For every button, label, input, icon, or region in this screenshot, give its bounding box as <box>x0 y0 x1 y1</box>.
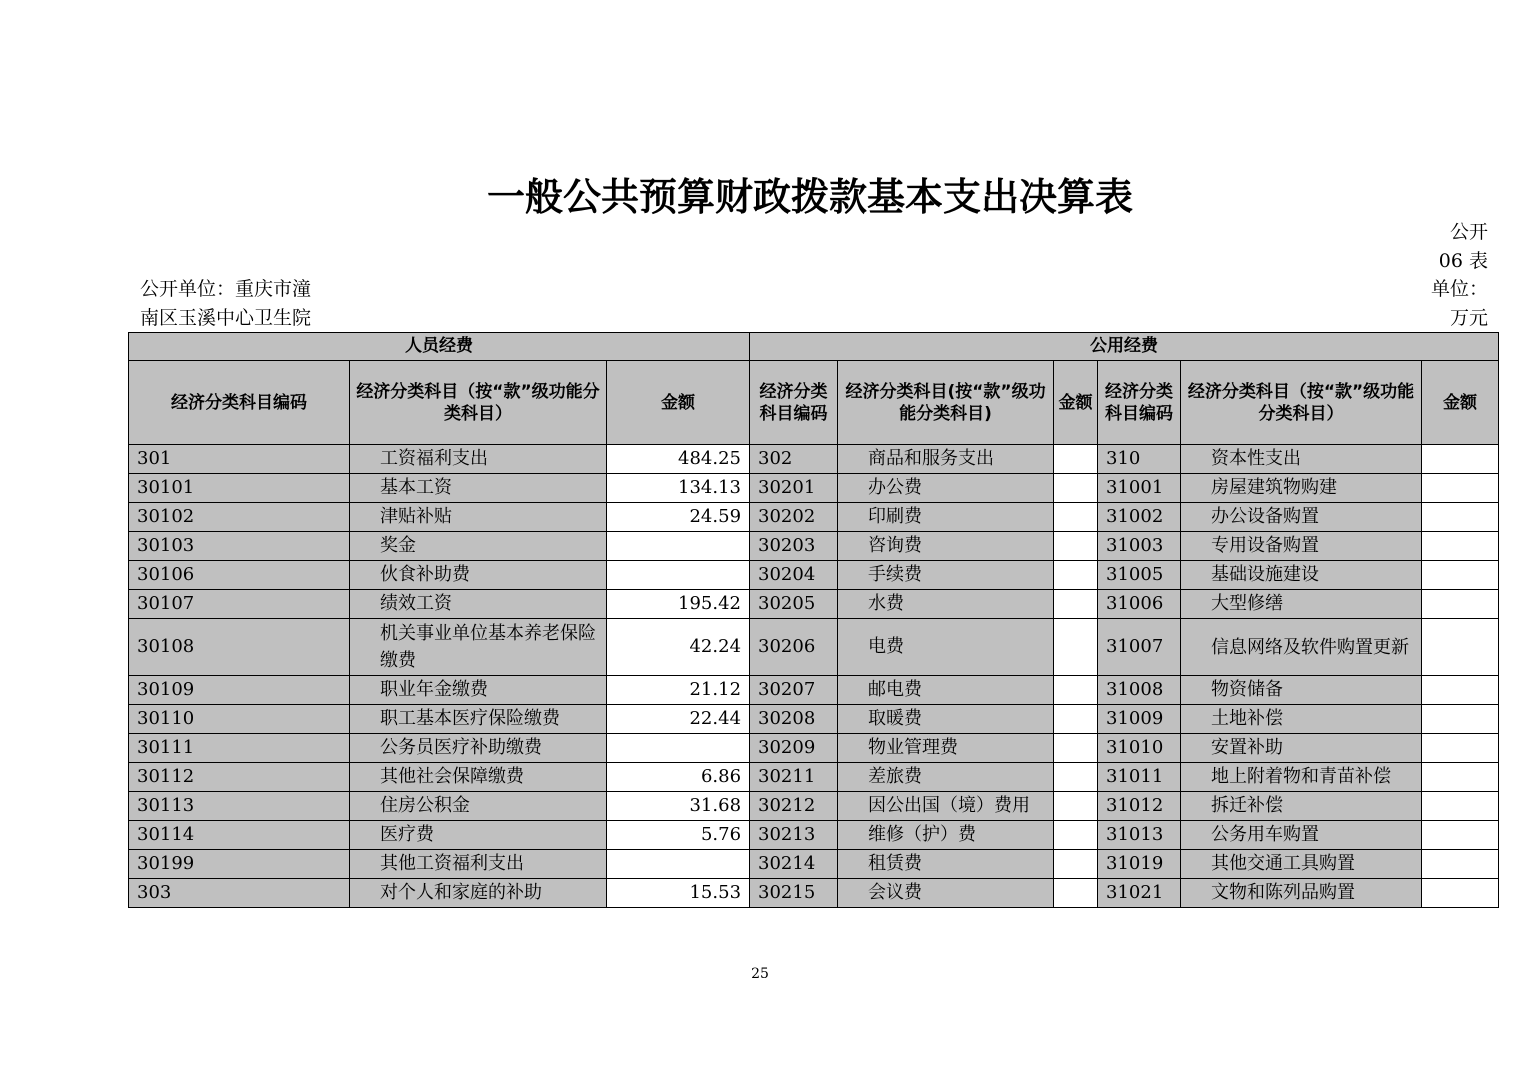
group-personnel: 人员经费 <box>129 333 750 361</box>
header-p-code: 经济分类科目编码 <box>129 361 350 445</box>
table-row <box>129 705 1499 734</box>
cell-p-name: 公务员医疗补助缴费 <box>350 734 607 763</box>
cell-g-amount <box>1054 705 1098 734</box>
cell-p-name: 绩效工资 <box>350 590 607 619</box>
table-row <box>129 734 1499 763</box>
cell-p-name: 医疗费 <box>350 821 607 850</box>
cell-g-amount <box>1054 676 1098 705</box>
cell-p-amount: 21.12 <box>607 676 750 705</box>
cell-g-amount <box>1054 792 1098 821</box>
table-row <box>129 676 1499 705</box>
cell-p-amount: 22.44 <box>607 705 750 734</box>
cell-c-code: 31008 <box>1098 676 1181 705</box>
reporting-unit <box>140 275 311 333</box>
cell-c-amount <box>1422 792 1499 821</box>
cell-c-amount <box>1422 705 1499 734</box>
cell-g-amount <box>1054 734 1098 763</box>
cell-c-code: 310 <box>1098 445 1181 474</box>
cell-p-name: 其他社会保障缴费 <box>350 763 607 792</box>
cell-g-code: 30211 <box>750 763 838 792</box>
header-g-amount: 金额 <box>1054 361 1098 445</box>
cell-p-code: 30113 <box>129 792 350 821</box>
cell-g-code: 30206 <box>750 619 838 676</box>
cell-p-amount: 134.13 <box>607 474 750 503</box>
cell-g-code: 30202 <box>750 503 838 532</box>
cell-g-code: 30204 <box>750 561 838 590</box>
table-row <box>129 445 1499 474</box>
cell-c-name: 安置补助 <box>1181 734 1422 763</box>
header-g-code: 经济分类科目编码 <box>750 361 838 445</box>
cell-g-amount <box>1054 445 1098 474</box>
cell-c-code: 31009 <box>1098 705 1181 734</box>
cell-g-code: 30214 <box>750 850 838 879</box>
table-row <box>129 763 1499 792</box>
cell-p-name: 奖金 <box>350 532 607 561</box>
table-tag-line: 公开 <box>1449 221 1488 243</box>
cell-p-code: 30109 <box>129 676 350 705</box>
cell-c-code: 31012 <box>1098 792 1181 821</box>
cell-c-name: 办公设备购置 <box>1181 503 1422 532</box>
cell-p-name: 住房公积金 <box>350 792 607 821</box>
cell-p-code: 30107 <box>129 590 350 619</box>
cell-g-code: 30209 <box>750 734 838 763</box>
cell-c-amount <box>1422 445 1499 474</box>
cell-g-code: 30208 <box>750 705 838 734</box>
header-p-name: 经济分类科目（按“款”级功能分类科目） <box>350 361 607 445</box>
cell-c-name: 拆迁补偿 <box>1181 792 1422 821</box>
table-tag-line: 06 表 <box>1438 249 1488 272</box>
cell-c-name: 地上附着物和青苗补偿 <box>1181 763 1422 792</box>
table-row <box>129 532 1499 561</box>
cell-p-code: 30199 <box>129 850 350 879</box>
cell-p-name: 机关事业单位基本养老保险缴费 <box>350 619 607 676</box>
cell-p-amount <box>607 532 750 561</box>
cell-c-name: 大型修缮 <box>1181 590 1422 619</box>
cell-g-code: 30213 <box>750 821 838 850</box>
cell-p-amount: 5.76 <box>607 821 750 850</box>
cell-c-code: 31019 <box>1098 850 1181 879</box>
cell-p-amount: 15.53 <box>607 879 750 908</box>
cell-p-name: 伙食补助费 <box>350 561 607 590</box>
cell-g-amount <box>1054 474 1098 503</box>
cell-g-code: 30205 <box>750 590 838 619</box>
cell-g-code: 30207 <box>750 676 838 705</box>
table-row <box>129 850 1499 879</box>
cell-g-amount <box>1054 821 1098 850</box>
table-row <box>129 561 1499 590</box>
header-c-code: 经济分类科目编码 <box>1098 361 1181 445</box>
cell-p-code: 30110 <box>129 705 350 734</box>
table-tag <box>1408 218 1488 332</box>
cell-c-amount <box>1422 821 1499 850</box>
cell-c-name: 信息网络及软件购置更新 <box>1181 619 1422 676</box>
cell-c-amount <box>1422 879 1499 908</box>
cell-c-amount <box>1422 850 1499 879</box>
header-c-amount: 金额 <box>1422 361 1499 445</box>
cell-g-amount <box>1054 561 1098 590</box>
cell-c-name: 专用设备购置 <box>1181 532 1422 561</box>
cell-p-amount: 31.68 <box>607 792 750 821</box>
cell-p-amount <box>607 734 750 763</box>
cell-p-code: 301 <box>129 445 350 474</box>
cell-g-code: 30212 <box>750 792 838 821</box>
cell-g-name: 电费 <box>838 619 1054 676</box>
cell-g-code: 30215 <box>750 879 838 908</box>
cell-p-name: 职业年金缴费 <box>350 676 607 705</box>
cell-g-name: 租赁费 <box>838 850 1054 879</box>
table-row <box>129 619 1499 676</box>
cell-g-amount <box>1054 879 1098 908</box>
cell-c-name: 文物和陈列品购置 <box>1181 879 1422 908</box>
cell-c-code: 31007 <box>1098 619 1181 676</box>
cell-p-name: 津贴补贴 <box>350 503 607 532</box>
cell-g-amount <box>1054 619 1098 676</box>
cell-g-name: 水费 <box>838 590 1054 619</box>
page-title <box>0 166 1520 221</box>
table-tag-line: 万元 <box>1449 306 1488 329</box>
cell-p-code: 30102 <box>129 503 350 532</box>
cell-p-amount: 484.25 <box>607 445 750 474</box>
group-public: 公用经费 <box>750 333 1499 361</box>
cell-c-code: 31006 <box>1098 590 1181 619</box>
cell-p-code: 303 <box>129 879 350 908</box>
cell-p-name: 其他工资福利支出 <box>350 850 607 879</box>
reporting-unit-line: 公开单位：重庆市潼 <box>140 278 312 300</box>
cell-c-code: 31003 <box>1098 532 1181 561</box>
cell-g-name: 邮电费 <box>838 676 1054 705</box>
cell-p-amount: 24.59 <box>607 503 750 532</box>
cell-p-name: 职工基本医疗保险缴费 <box>350 705 607 734</box>
cell-g-name: 商品和服务支出 <box>838 445 1054 474</box>
cell-c-name: 公务用车购置 <box>1181 821 1422 850</box>
cell-c-name: 其他交通工具购置 <box>1181 850 1422 879</box>
cell-p-name: 基本工资 <box>350 474 607 503</box>
cell-g-name: 咨询费 <box>838 532 1054 561</box>
cell-g-code: 30201 <box>750 474 838 503</box>
cell-p-code: 30101 <box>129 474 350 503</box>
cell-p-amount: 195.42 <box>607 590 750 619</box>
cell-c-amount <box>1422 619 1499 676</box>
cell-p-code: 30103 <box>129 532 350 561</box>
cell-c-amount <box>1422 561 1499 590</box>
cell-c-amount <box>1422 676 1499 705</box>
cell-c-code: 31001 <box>1098 474 1181 503</box>
table-row <box>129 474 1499 503</box>
cell-c-amount <box>1422 474 1499 503</box>
cell-c-amount <box>1422 763 1499 792</box>
cell-g-amount <box>1054 532 1098 561</box>
cell-c-name: 房屋建筑物购建 <box>1181 474 1422 503</box>
page-number: 25 <box>751 966 769 982</box>
cell-c-amount <box>1422 532 1499 561</box>
cell-p-code: 30112 <box>129 763 350 792</box>
cell-g-amount <box>1054 850 1098 879</box>
cell-p-amount <box>607 561 750 590</box>
cell-p-code: 30111 <box>129 734 350 763</box>
cell-g-name: 取暖费 <box>838 705 1054 734</box>
table-row <box>129 503 1499 532</box>
cell-p-code: 30106 <box>129 561 350 590</box>
cell-c-name: 物资储备 <box>1181 676 1422 705</box>
header-c-name: 经济分类科目（按“款”级功能分类科目） <box>1181 361 1422 445</box>
table-row <box>129 879 1499 908</box>
cell-c-amount <box>1422 503 1499 532</box>
expenditure-table <box>128 332 1499 908</box>
cell-g-name: 会议费 <box>838 879 1054 908</box>
cell-c-code: 31021 <box>1098 879 1181 908</box>
column-header-row <box>129 361 1499 445</box>
cell-p-code: 30108 <box>129 619 350 676</box>
cell-c-code: 31013 <box>1098 821 1181 850</box>
cell-g-amount <box>1054 503 1098 532</box>
cell-g-name: 差旅费 <box>838 763 1054 792</box>
cell-g-amount <box>1054 763 1098 792</box>
cell-p-amount: 42.24 <box>607 619 750 676</box>
cell-c-name: 资本性支出 <box>1181 445 1422 474</box>
cell-p-name: 对个人和家庭的补助 <box>350 879 607 908</box>
table-tag-line: 单位： <box>1430 278 1488 301</box>
cell-g-code: 30203 <box>750 532 838 561</box>
table-row <box>129 590 1499 619</box>
cell-c-amount <box>1422 590 1499 619</box>
cell-p-amount: 6.86 <box>607 763 750 792</box>
cell-g-amount <box>1054 590 1098 619</box>
cell-g-name: 物业管理费 <box>838 734 1054 763</box>
cell-p-amount <box>607 850 750 879</box>
cell-g-code: 302 <box>750 445 838 474</box>
cell-c-code: 31011 <box>1098 763 1181 792</box>
group-header-row <box>129 333 1499 361</box>
cell-g-name: 办公费 <box>838 474 1054 503</box>
cell-c-name: 土地补偿 <box>1181 705 1422 734</box>
table-body <box>129 445 1499 908</box>
header-p-amount: 金额 <box>607 361 750 445</box>
cell-c-name: 基础设施建设 <box>1181 561 1422 590</box>
cell-c-code: 31005 <box>1098 561 1181 590</box>
cell-g-name: 手续费 <box>838 561 1054 590</box>
cell-c-amount <box>1422 734 1499 763</box>
reporting-unit-line: 南区玉溪中心卫生院 <box>140 307 312 329</box>
cell-p-code: 30114 <box>129 821 350 850</box>
cell-c-code: 31010 <box>1098 734 1181 763</box>
cell-p-name: 工资福利支出 <box>350 445 607 474</box>
cell-g-name: 因公出国（境）费用 <box>838 792 1054 821</box>
title-text: 一般公共预算财政拨款基本支出决算表 <box>486 174 1133 219</box>
cell-g-name: 印刷费 <box>838 503 1054 532</box>
header-g-name: 经济分类科目(按“款”级功能分类科目) <box>838 361 1054 445</box>
cell-g-name: 维修（护）费 <box>838 821 1054 850</box>
table-row <box>129 821 1499 850</box>
table-row <box>129 792 1499 821</box>
cell-c-code: 31002 <box>1098 503 1181 532</box>
